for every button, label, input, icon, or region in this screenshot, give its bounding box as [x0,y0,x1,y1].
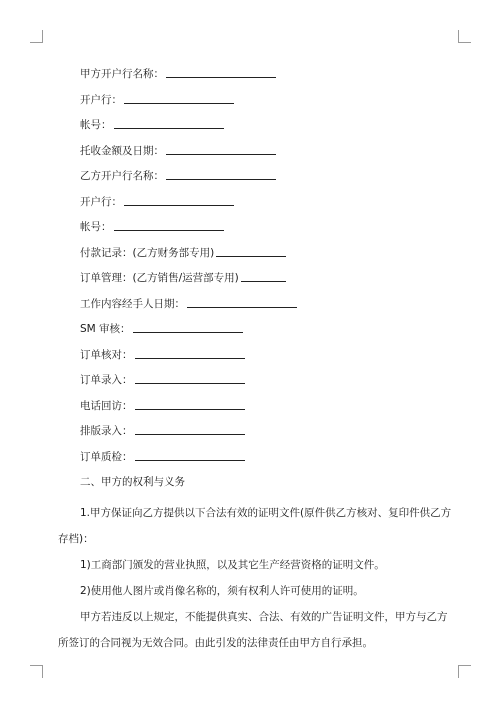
blank-line [166,168,276,180]
blank-line [216,245,286,257]
blank-line [135,372,245,384]
field-collection-amount-date [80,143,452,169]
field-label: 甲方开户行名称： [80,68,164,80]
blank-line [124,194,234,206]
blank-line [166,143,276,155]
crop-mark-top-left [30,30,43,43]
field-order-check [80,347,452,373]
blank-line [135,423,245,435]
clause-1-line-2: 存档)： [58,532,94,545]
field-payee-account [80,219,452,245]
field-label: 帐号： [80,119,112,131]
field-sm-review [80,321,452,347]
field-order-qc [80,449,452,475]
crop-mark-bottom-left [30,665,43,678]
section-heading: 二、甲方的权利与义务 [80,476,185,488]
field-label: 开户行： [80,195,122,208]
field-label: 付款记录：(乙方财务部专用) [80,246,215,259]
field-payee-bank [80,194,452,220]
field-work-handler-date [80,296,452,322]
crop-mark-top-right [458,30,471,43]
blank-line [114,219,224,231]
blank-line [187,296,297,308]
field-label: 订单录入： [80,374,133,386]
blank-line [166,66,276,78]
blank-line [241,270,286,282]
field-phone-followup [80,398,452,424]
field-payer-account [80,117,452,143]
blank-line [135,449,245,461]
field-label: 订单质检： [80,450,133,463]
field-label: 订单管理：(乙方销售/运营部专用) [80,272,239,284]
field-payment-record [80,245,452,271]
field-label: 工作内容经手人日期： [80,297,185,310]
field-label: 排版录入： [80,425,133,437]
note-line-1: 甲方若违反以上规定，不能提供真实、合法、有效的广告证明文件，甲方与乙方 [80,610,448,623]
list-item-2: 2)使用他人图片或肖像名称的，须有权利人许可使用的证明。 [80,584,364,597]
field-payer-bank [80,92,452,118]
blank-line [124,92,234,104]
field-label: SM 审核： [80,323,131,335]
field-label: 电话回访： [80,399,133,412]
field-label: 乙方开户行名称： [80,170,164,182]
blank-line [133,321,243,333]
blank-line [135,347,245,359]
note-line-2: 所签订的合同视为无效合同。由此引发的法律责任由甲方自行承担。 [58,636,373,649]
field-payer-bank-name [80,66,452,92]
field-order-management [80,270,452,296]
clause-1-line-1: 1.甲方保证向乙方提供以下合法有效的证明文件(原件供乙方核对、复印件供乙方 [80,506,452,519]
field-label: 开户行： [80,93,122,106]
field-layout-entry [80,423,452,449]
crop-mark-bottom-right [458,665,471,678]
field-label: 托收金额及日期： [80,144,164,157]
field-order-entry [80,372,452,398]
field-payee-bank-name [80,168,452,194]
field-label: 帐号： [80,221,112,233]
list-item-1: 1)工商部门颁发的营业执照，以及其它生产经营资格的证明文件。 [80,558,385,571]
field-label: 订单核对： [80,348,133,361]
document-body [58,66,452,656]
blank-line [135,398,245,410]
blank-line [114,117,224,129]
